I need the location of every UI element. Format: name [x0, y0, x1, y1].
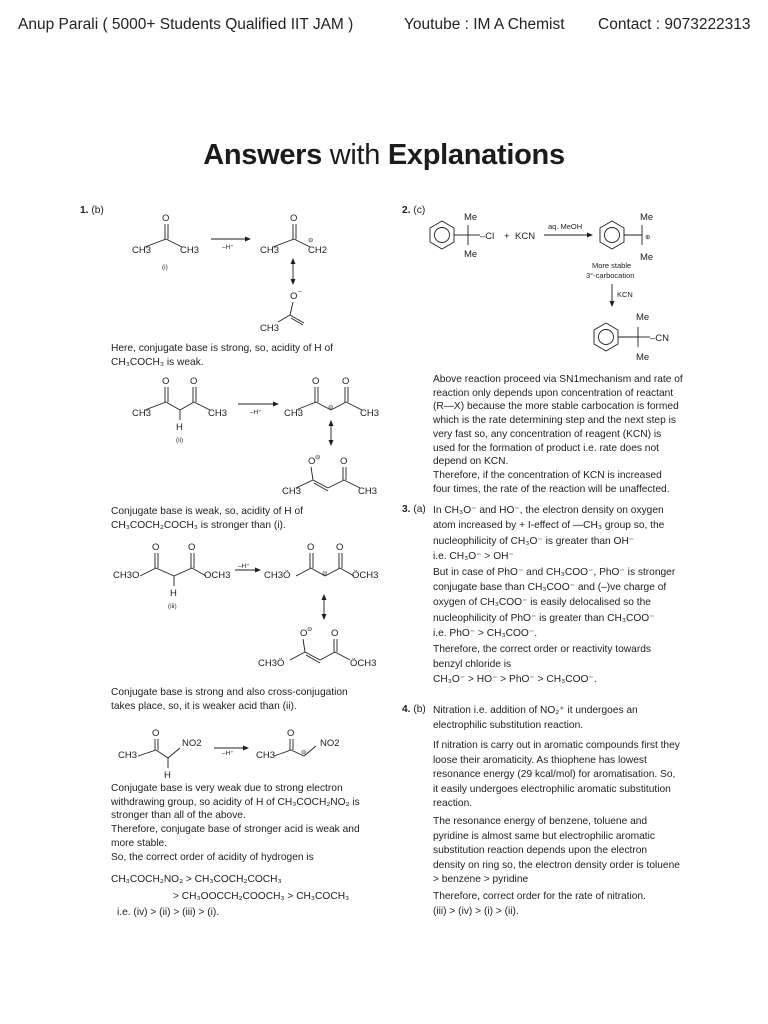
- q1-s3-roman: (iii): [168, 603, 177, 610]
- q1-s1-res-ch3: CH3: [260, 323, 280, 334]
- q1-order-line1: CH₃COCH₂NO₂ > CH₃COCH₂COCH₃: [111, 874, 282, 885]
- svg-text:O: O: [336, 542, 344, 553]
- q1-s2-ch3-right: CH3: [208, 408, 228, 419]
- q1-s1-roman: (i): [162, 264, 168, 271]
- svg-text:⊖: ⊖: [307, 626, 313, 633]
- page-title: [0, 139, 768, 172]
- q1-s3-p-ch3o: CH3Ö: [264, 570, 291, 581]
- q1-s2-roman: (ii): [176, 437, 184, 444]
- svg-text:O: O: [342, 376, 350, 387]
- q4-label: 4. (b): [402, 704, 426, 715]
- svg-text:O: O: [312, 376, 320, 387]
- svg-text:O: O: [290, 291, 298, 302]
- svg-text:–: –: [298, 288, 302, 295]
- header-youtube: Youtube : IM A Chemist: [404, 16, 565, 33]
- svg-text:⊖: ⊖: [322, 570, 328, 577]
- q1-s3-reagent: –H⁺: [238, 563, 250, 570]
- q2-stable-2: 3°-carbocation: [586, 271, 635, 280]
- svg-text:O: O: [190, 376, 198, 387]
- q1-s2-p-ch3-left: CH3: [284, 408, 304, 419]
- q1-s1-p-ch2: CH2: [308, 245, 328, 256]
- q1-scheme1: [110, 205, 370, 335]
- q1-s2-p-ch3-right: CH3: [360, 408, 380, 419]
- svg-text:O: O: [162, 376, 170, 387]
- q1-order-line3: i.e. (iv) > (ii) > (iii) > (i).: [117, 907, 220, 918]
- svg-text:O: O: [307, 542, 315, 553]
- svg-text:O: O: [340, 456, 348, 467]
- q2-me-bot1: Me: [464, 249, 478, 260]
- q2-stable-1: More stable: [592, 261, 632, 270]
- q3-label: 3. (a): [402, 504, 426, 515]
- q1-s1-ch3-left: CH3: [132, 245, 152, 256]
- svg-text:O: O: [287, 728, 295, 739]
- q2-cn: –CN: [650, 333, 670, 344]
- q1-scheme4: [110, 724, 370, 784]
- header-contact: Contact : 9073222313: [598, 16, 751, 33]
- header-author: Anup Parali ( 5000+ Students Qualified IIT JAM ): [18, 16, 354, 33]
- q1-scheme3: [110, 538, 400, 678]
- q1-scheme2: [110, 372, 390, 502]
- svg-text:O: O: [188, 542, 196, 553]
- q1-s2-reagent: –H⁺: [250, 409, 262, 416]
- svg-text:O: O: [152, 728, 160, 739]
- q1-s3-och3: OCH3: [204, 570, 231, 581]
- q2-kcn: KCN: [515, 231, 536, 242]
- q2-kcn2: KCN: [617, 290, 633, 299]
- q1-s1-ch3-right: CH3: [180, 245, 200, 256]
- q2-label: 2. (c): [402, 205, 426, 216]
- q1-s3-res-ch3o: CH3Ö: [258, 658, 285, 669]
- svg-text:O: O: [152, 542, 160, 553]
- q1-s2-res-ch3-left: CH3: [282, 486, 302, 497]
- q2-me-top3: Me: [636, 312, 650, 323]
- title-part2: with: [322, 139, 388, 171]
- q2-me-top1: Me: [464, 212, 478, 223]
- q2-plus: +: [504, 231, 510, 242]
- q1-text2: Conjugate base is weak, so, acidity of H of CH₃COCH₂COCH₃ is stronger than (i).: [111, 506, 303, 531]
- title-part1: Answers: [203, 139, 322, 171]
- svg-text:O: O: [300, 628, 308, 639]
- q1-s2-ch3-left: CH3: [132, 408, 152, 419]
- svg-text:⊖: ⊖: [308, 237, 314, 244]
- q2-text: Above reaction proceed via SN1mechanism and rate of reaction only depends upon concentration of reactant (R—X) because the more stable carbocation is formed which is the rate determining step and the next step is very fast so, any concentration of reagent (KCN) is used for the formation of product i.e. rate does not depend on KCN. Therefore, if the concentration of KCN is increased four times, the rate of the reaction will be unaffected.: [433, 374, 683, 495]
- q1-s4-p-ch3: CH3: [256, 750, 276, 761]
- title-part3: Explanations: [387, 139, 565, 171]
- q1-s4-p-no2: NO2: [320, 738, 340, 749]
- q1-s4-ch3: CH3: [118, 750, 138, 761]
- svg-text:O: O: [308, 456, 316, 467]
- svg-text:⊖: ⊖: [301, 749, 307, 756]
- q1-text4: Conjugate base is very weak due to strong electron withdrawing group, so acidity of H of CH₃COCH₂NO₂ is stronger than all of the above. Therefore, conjugate base of stronger acid is weak and more stable. So, the correct order of acidity of hydrogen is: [111, 783, 360, 863]
- q4-text4: Therefore, correct order for the rate of nitration. (iii) > (iv) > (i) > (ii).: [433, 891, 646, 917]
- q2-reagent: aq. MeOH: [548, 222, 583, 231]
- q1-order-line2: > CH₃OOCCH₂COOCH₃ > CH₃COCH₃: [173, 891, 350, 902]
- q1-s3-ch3o: CH3O: [113, 570, 140, 581]
- q4-text1: Nitration i.e. addition of NO₂⁺ it undergoes an electrophilic substitution reaction.: [433, 705, 638, 731]
- q1-s3-p-och3: ÖCH3: [352, 570, 379, 581]
- svg-text:⊖: ⊖: [315, 454, 321, 461]
- q2-me-bot3: Me: [636, 352, 650, 363]
- q2-cl: –Cl: [480, 231, 495, 242]
- q1-text1: Here, conjugate base is strong, so, acidity of H of CH₃COCH₃ is weak.: [111, 343, 333, 368]
- q1-s2-h: H: [176, 422, 183, 433]
- q1-s4-reagent: –H⁺: [222, 750, 234, 757]
- q1-s3-res-och3: ÖCH3: [350, 658, 377, 669]
- q2-me-bot2: Me: [640, 252, 654, 263]
- svg-text:O: O: [331, 628, 339, 639]
- q3-text: In CH₃O⁻ and HO⁻, the electron density on oxygen atom increased by + I-effect of —CH₃ group so, the nucleophilicity of CH₃O⁻ is greater than OH⁻ i.e. CH₃O⁻ > OH⁻ But in case of PhO⁻ and CH₃COO⁻, PhO⁻ is stronger conjugate base than CH₃COO⁻ and (–)ve charge of oxygen of CH₃COO⁻ is easily delocalised so the nucleophilicity of PhO⁻ is greater than CH₃COO⁻ i.e. PhO⁻ > CH₃COO⁻. Therefore, the correct order or reactivity towards benzyl chloride is CH₃O⁻ > HO⁻ > PhO⁻ > CH₃COO⁻.: [433, 505, 676, 686]
- q1-text3: Conjugate base is strong and also cross-conjugation takes place, so, it is weaker acid than (ii).: [111, 687, 348, 712]
- q1-s3-h: H: [170, 588, 177, 599]
- q1-s1-reagent: –H⁺: [222, 244, 234, 251]
- q1-s4-no2: NO2: [182, 738, 202, 749]
- q1-s1-p-ch3: CH3: [260, 245, 280, 256]
- svg-text:⊖: ⊖: [328, 404, 334, 411]
- q4-text2: If nitration is carry out in aromatic compounds first they loose their aromaticity. As thiophene has lowest resonance energy (29 kcal/mol) for aromatisation. So, it easily undergoes electrophilic aromatic substitution reaction.: [433, 740, 680, 810]
- q1-s2-res-ch3-right: CH3: [358, 486, 378, 497]
- q1-s4-h: H: [164, 770, 171, 781]
- svg-text:O: O: [162, 213, 170, 224]
- q2-me-top2: Me: [640, 212, 654, 223]
- q1-label: 1. (b): [80, 205, 104, 216]
- svg-text:O: O: [290, 213, 298, 224]
- q2-scheme: [420, 208, 690, 368]
- q4-text3: The resonance energy of benzene, toluene and pyridine is almost same but electrophilic aromatic substitution reaction depends upon the electron density on ring so, the electron density order is toluene > benzene > pyridine: [433, 816, 680, 886]
- svg-text:⊕: ⊕: [645, 234, 651, 241]
